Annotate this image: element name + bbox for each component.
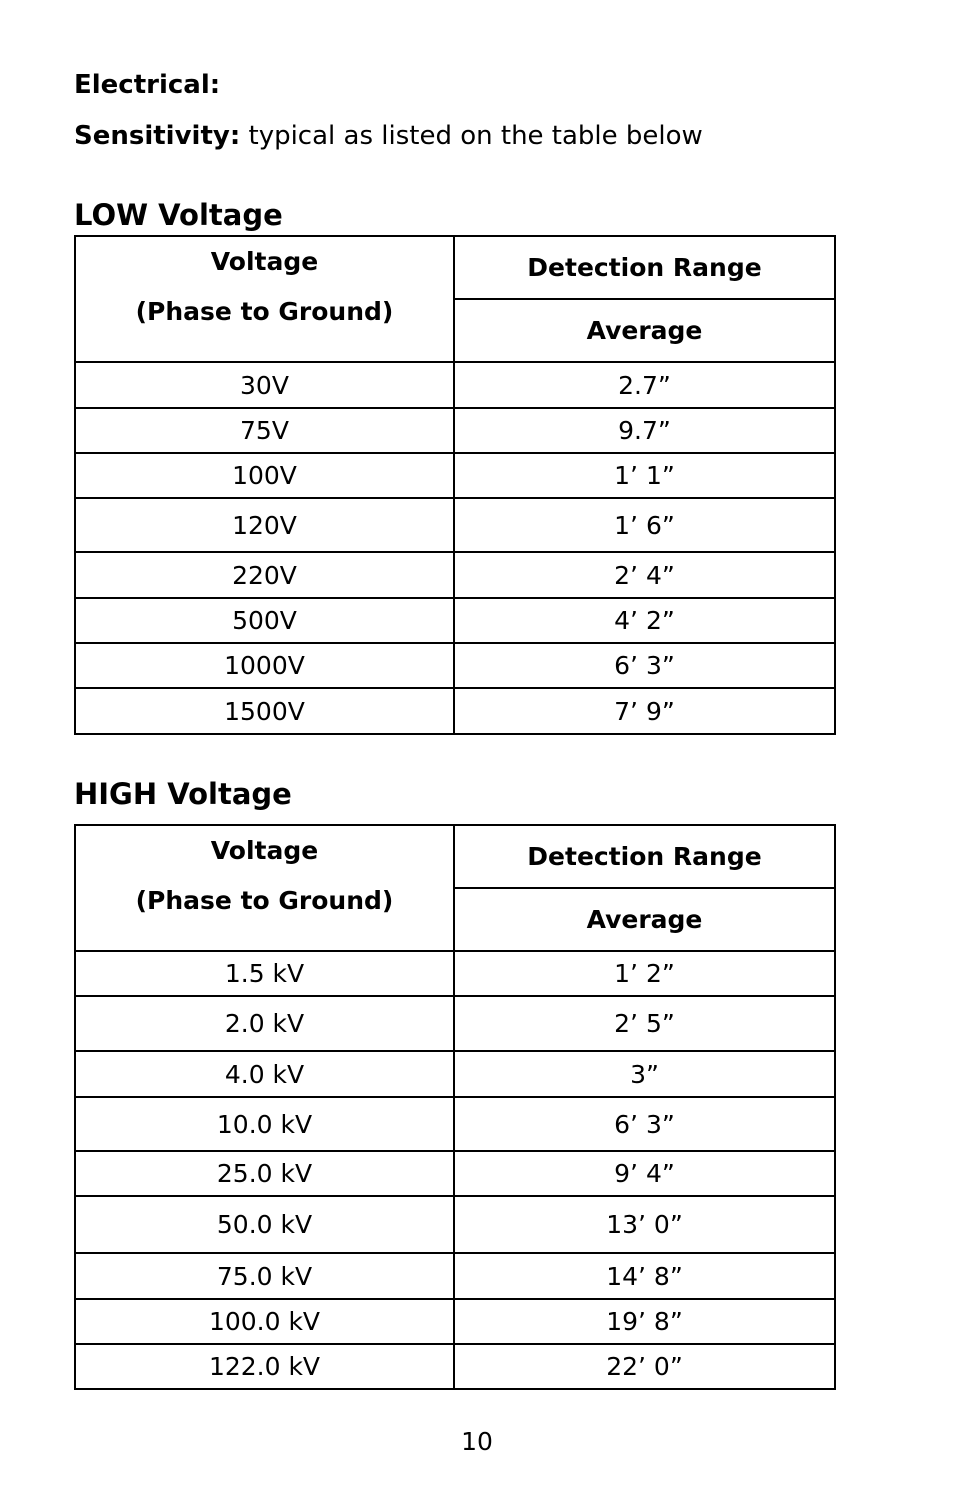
average-range-cell: 14’ 8”	[454, 1253, 835, 1299]
average-range-cell: 1’ 1”	[454, 453, 835, 498]
table-row	[75, 1051, 835, 1097]
page-number: 10	[461, 1427, 493, 1456]
average-range-cell: 9.7”	[454, 408, 835, 453]
high-voltage-table-body	[75, 825, 835, 1389]
detection-range-header: Detection Range	[454, 236, 835, 299]
table-row	[75, 362, 835, 408]
average-range-cell: 2’ 4”	[454, 552, 835, 598]
table-row	[75, 996, 835, 1051]
voltage-cell: 30V	[75, 362, 454, 408]
voltage-cell: 220V	[75, 552, 454, 598]
low-voltage-table	[74, 235, 836, 735]
voltage-cell: 500V	[75, 598, 454, 643]
electrical-heading: Electrical:	[74, 70, 221, 100]
average-range-cell: 2’ 5”	[454, 996, 835, 1051]
voltage-cell: 122.0 kV	[75, 1344, 454, 1389]
voltage-header-line2: (Phase to Ground)	[135, 297, 394, 326]
voltage-cell: 1.5 kV	[75, 951, 454, 996]
voltage-cell: 75.0 kV	[75, 1253, 454, 1299]
voltage-cell: 75V	[75, 408, 454, 453]
table-row	[75, 951, 835, 996]
voltage-column-header	[75, 236, 454, 362]
table-row	[75, 688, 835, 734]
high-voltage-title: HIGH Voltage	[74, 777, 292, 811]
average-range-cell: 9’ 4”	[454, 1151, 835, 1196]
table-row	[75, 552, 835, 598]
voltage-cell: 100.0 kV	[75, 1299, 454, 1344]
table-row	[75, 1299, 835, 1344]
high-voltage-table	[74, 824, 836, 1390]
voltage-cell: 1000V	[75, 643, 454, 688]
table-row	[75, 1151, 835, 1196]
table-row	[75, 1253, 835, 1299]
average-range-cell: 1’ 6”	[454, 498, 835, 552]
voltage-cell: 100V	[75, 453, 454, 498]
average-header: Average	[454, 888, 835, 951]
average-range-cell: 1’ 2”	[454, 951, 835, 996]
average-range-cell: 2.7”	[454, 362, 835, 408]
voltage-header-line1: Voltage	[210, 836, 319, 865]
table-header-row	[75, 236, 835, 299]
voltage-cell: 10.0 kV	[75, 1097, 454, 1151]
voltage-cell: 1500V	[75, 688, 454, 734]
table-row	[75, 453, 835, 498]
table-row	[75, 1344, 835, 1389]
table-row	[75, 643, 835, 688]
average-range-cell: 3”	[454, 1051, 835, 1097]
low-voltage-title: LOW Voltage	[74, 198, 283, 232]
table-row	[75, 498, 835, 552]
low-voltage-table-body	[75, 236, 835, 734]
sensitivity-text: typical as listed on the table below	[240, 121, 703, 151]
average-range-cell: 22’ 0”	[454, 1344, 835, 1389]
average-range-cell: 19’ 8”	[454, 1299, 835, 1344]
sensitivity-line	[74, 119, 703, 153]
voltage-header-line2: (Phase to Ground)	[135, 886, 394, 915]
voltage-cell: 50.0 kV	[75, 1196, 454, 1253]
table-row	[75, 1196, 835, 1253]
detection-range-header: Detection Range	[454, 825, 835, 888]
average-range-cell: 4’ 2”	[454, 598, 835, 643]
voltage-cell: 4.0 kV	[75, 1051, 454, 1097]
table-row	[75, 408, 835, 453]
table-row	[75, 1097, 835, 1151]
average-range-cell: 6’ 3”	[454, 643, 835, 688]
average-range-cell: 6’ 3”	[454, 1097, 835, 1151]
voltage-column-header	[75, 825, 454, 951]
voltage-cell: 2.0 kV	[75, 996, 454, 1051]
average-header: Average	[454, 299, 835, 362]
sensitivity-label: Sensitivity:	[74, 121, 241, 151]
table-header-row	[75, 825, 835, 888]
average-range-cell: 7’ 9”	[454, 688, 835, 734]
voltage-cell: 25.0 kV	[75, 1151, 454, 1196]
voltage-header-line1: Voltage	[210, 247, 319, 276]
table-row	[75, 598, 835, 643]
voltage-cell: 120V	[75, 498, 454, 552]
average-range-cell: 13’ 0”	[454, 1196, 835, 1253]
